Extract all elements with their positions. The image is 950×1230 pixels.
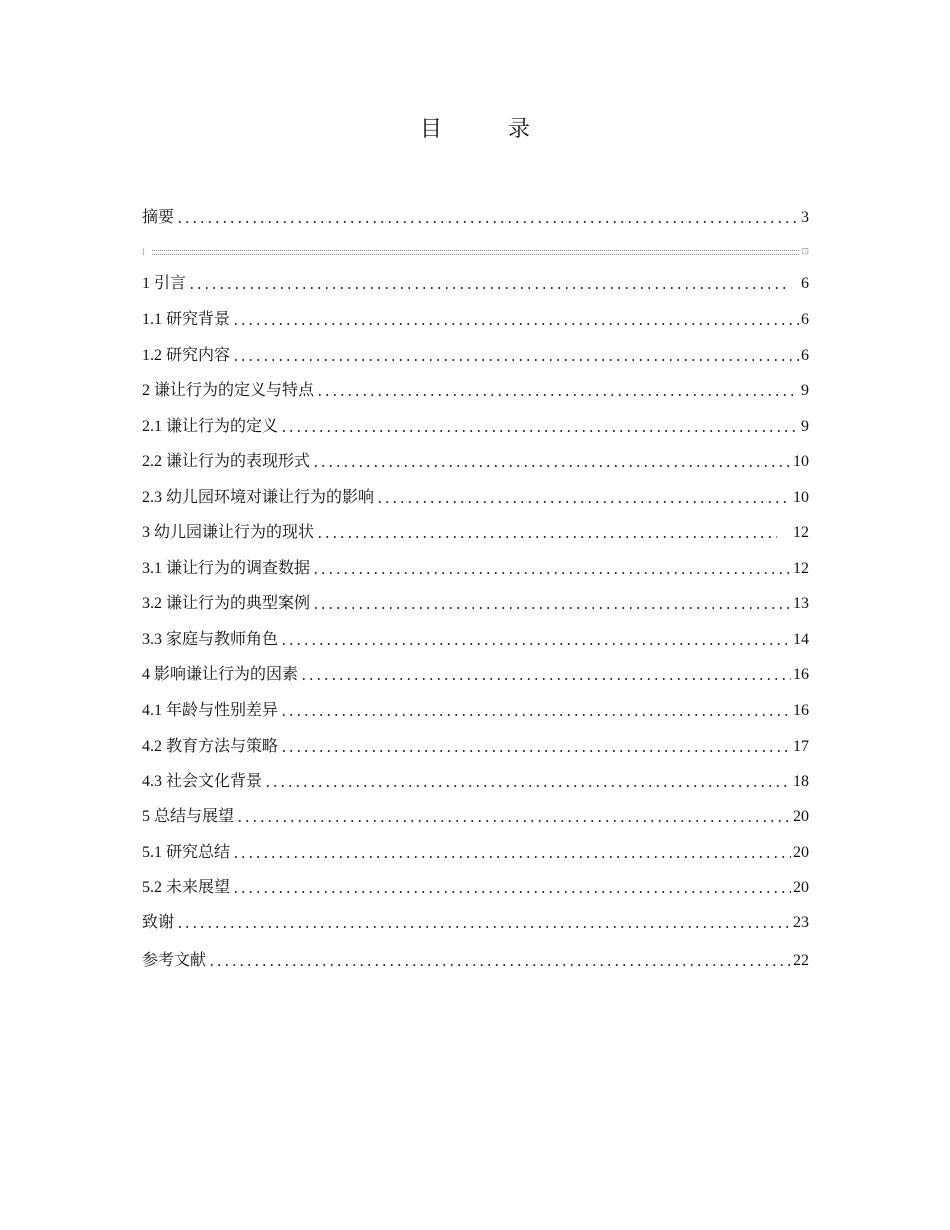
toc-entry-label: 致谢 xyxy=(142,914,175,931)
toc-leader-dots xyxy=(280,643,791,645)
toc-page-number: 22 xyxy=(793,952,809,969)
toc-entry[interactable] xyxy=(142,803,809,827)
toc-entry-label: 1.1 研究背景 xyxy=(142,311,231,328)
toc-page-number: 14 xyxy=(793,631,809,648)
toc-leader-dots xyxy=(188,287,785,289)
toc-leader-dots xyxy=(316,394,799,396)
toc-entry-label: 5 总结与展望 xyxy=(142,808,235,825)
toc-entry[interactable] xyxy=(142,590,809,614)
toc-entry[interactable] xyxy=(142,448,809,472)
toc-entry-label: 2 谦让行为的定义与特点 xyxy=(142,382,315,399)
toc-page-number: 10 xyxy=(793,453,809,470)
toc-entry[interactable] xyxy=(142,874,809,898)
toc-leader-dots xyxy=(208,964,791,966)
toc-entry[interactable] xyxy=(142,661,809,685)
toc-leader-dots xyxy=(176,926,791,928)
toc-page-number: 20 xyxy=(793,879,809,896)
toc-leader-dots xyxy=(264,785,791,787)
toc-page-number: 16 xyxy=(793,702,809,719)
toc-page-number: 12 xyxy=(793,524,809,541)
field-start-icon: ⁞ xyxy=(142,246,146,258)
toc-entry[interactable] xyxy=(142,626,809,650)
toc-entry[interactable] xyxy=(142,413,809,437)
toc-entry[interactable] xyxy=(142,270,809,294)
toc-title: 目 录 xyxy=(419,116,552,141)
toc-leader-dots xyxy=(232,891,791,893)
toc-leader-dots xyxy=(312,465,791,467)
toc-entry[interactable] xyxy=(142,909,809,933)
toc-page-number: 9 xyxy=(801,418,809,435)
toc-entry[interactable] xyxy=(142,204,809,228)
toc-page-number: 9 xyxy=(801,382,809,399)
toc-page-number: 20 xyxy=(793,808,809,825)
toc-entry[interactable] xyxy=(142,519,809,543)
toc-entry-label: 4.2 教育方法与策略 xyxy=(142,738,279,755)
toc-page-number: 3 xyxy=(801,209,809,226)
toc-leader-dots xyxy=(176,221,799,223)
toc-leader-dots xyxy=(312,572,791,574)
toc-entry-label: 3.3 家庭与教师角色 xyxy=(142,631,279,648)
toc-leader-dots xyxy=(280,430,799,432)
toc-leader-dots xyxy=(316,536,777,538)
toc-page-number: 6 xyxy=(801,347,809,364)
toc-entry[interactable] xyxy=(142,768,809,792)
toc-leader-dots xyxy=(280,750,791,752)
toc-entry[interactable] xyxy=(142,306,809,330)
toc-entry-label: 2.1 谦让行为的定义 xyxy=(142,418,279,435)
toc-entry-label: 1.2 研究内容 xyxy=(142,347,231,364)
field-line xyxy=(152,250,799,255)
toc-entry[interactable] xyxy=(142,555,809,579)
toc-entry[interactable] xyxy=(142,947,809,971)
toc-entry-label: 5.1 研究总结 xyxy=(142,844,231,861)
toc-entry[interactable] xyxy=(142,377,809,401)
toc-entry[interactable] xyxy=(142,484,809,508)
toc-field-marker xyxy=(142,246,809,258)
toc-page-number: 10 xyxy=(793,489,809,506)
toc-entry[interactable] xyxy=(142,839,809,863)
toc-entry-label: 3.1 谦让行为的调查数据 xyxy=(142,560,311,577)
toc-entry-label: 5.2 未来展望 xyxy=(142,879,231,896)
toc-entry-label: 参考文献 xyxy=(142,952,207,969)
field-end-icon: ⊡ xyxy=(801,247,809,257)
toc-page-number: 6 xyxy=(801,275,809,292)
toc-entry-label: 4.1 年龄与性别差异 xyxy=(142,702,279,719)
toc-leader-dots xyxy=(376,501,791,503)
toc-page-number: 6 xyxy=(801,311,809,328)
toc-leader-dots xyxy=(300,678,791,680)
toc-page-number: 12 xyxy=(793,560,809,577)
toc-page-number: 20 xyxy=(793,844,809,861)
toc-leader-dots xyxy=(280,714,791,716)
toc-entry-label: 2.2 谦让行为的表现形式 xyxy=(142,453,311,470)
toc-entry-label: 1 引言 xyxy=(142,275,187,292)
toc-entry-label: 3 幼儿园谦让行为的现状 xyxy=(142,524,315,541)
toc-leader-dots xyxy=(232,359,799,361)
toc-page-number: 16 xyxy=(793,666,809,683)
toc-leader-dots xyxy=(232,323,799,325)
toc-page-number: 13 xyxy=(793,595,809,612)
toc-page-number: 18 xyxy=(793,773,809,790)
toc-page-number: 17 xyxy=(793,738,809,755)
toc-entry-label: 4.3 社会文化背景 xyxy=(142,773,263,790)
toc-leader-dots xyxy=(312,607,791,609)
toc-leader-dots xyxy=(232,856,791,858)
toc-page-number: 23 xyxy=(793,914,809,931)
toc-entry-label: 摘要 xyxy=(142,209,175,226)
toc-entry[interactable] xyxy=(142,733,809,757)
toc-leader-dots xyxy=(236,820,791,822)
toc-entry-label: 2.3 幼儿园环境对谦让行为的影响 xyxy=(142,489,375,506)
toc-entry[interactable] xyxy=(142,697,809,721)
toc-entry-label: 4 影响谦让行为的因素 xyxy=(142,666,299,683)
toc-entry[interactable] xyxy=(142,342,809,366)
toc-entry-label: 3.2 谦让行为的典型案例 xyxy=(142,595,311,612)
